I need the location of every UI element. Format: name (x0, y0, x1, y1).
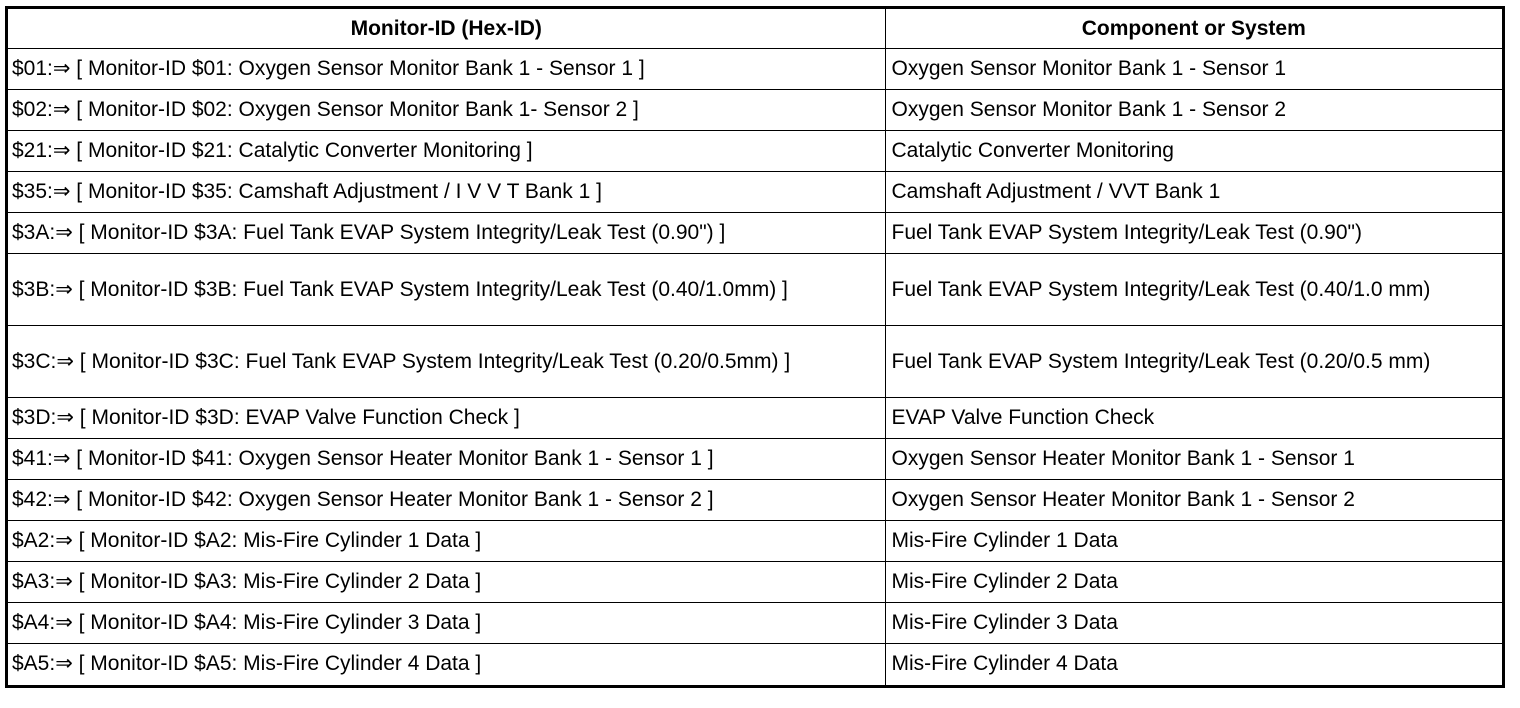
table-row (8, 90, 1502, 131)
monitor-id-cell: $A2:⇒ [ Monitor-ID $A2: Mis-Fire Cylinder 1 Data ] (8, 521, 885, 562)
table-header-row (8, 9, 1502, 49)
component-cell: Oxygen Sensor Monitor Bank 1 - Sensor 1 (891, 57, 1287, 80)
table-row (8, 480, 1502, 521)
component-cell: Fuel Tank EVAP System Integrity/Leak Test (0.90") (885, 213, 1502, 254)
monitor-id-cell: $3A:⇒ [ Monitor-ID $3A: Fuel Tank EVAP System Integrity/Leak Test (0.90") ] (8, 213, 885, 254)
table-row (8, 326, 1502, 398)
table-row (8, 439, 1502, 480)
table-row (8, 644, 1502, 685)
monitor-id-cell: $35:⇒ [ Monitor-ID $35: Camshaft Adjustment / I V V T Bank 1 ] (8, 172, 885, 213)
monitor-id-table (8, 9, 1502, 685)
table-row (8, 254, 1502, 326)
monitor-id-cell: $42:⇒ [ Monitor-ID $42: Oxygen Sensor Heater Monitor Bank 1 - Sensor 2 ] (8, 480, 885, 521)
monitor-id-table-frame (5, 6, 1505, 688)
table-row (8, 521, 1502, 562)
component-cell: Mis-Fire Cylinder 1 Data (885, 521, 1502, 562)
table-row (8, 49, 1502, 90)
header-component: Component or System (885, 9, 1502, 49)
table-row (8, 603, 1502, 644)
monitor-id-cell: $A3:⇒ [ Monitor-ID $A3: Mis-Fire Cylinder 2 Data ] (8, 562, 885, 603)
header-monitor-id: Monitor-ID (Hex-ID) (8, 9, 885, 49)
component-cell: Mis-Fire Cylinder 3 Data (885, 603, 1502, 644)
component-cell: Mis-Fire Cylinder 4 Data (885, 644, 1502, 685)
component-cell: EVAP Valve Function Check (885, 398, 1502, 439)
monitor-id-cell: $3C:⇒ [ Monitor-ID $3C: Fuel Tank EVAP System Integrity/Leak Test (0.20/0.5mm) ] (8, 326, 885, 398)
table-row (8, 398, 1502, 439)
component-cell: Mis-Fire Cylinder 2 Data (885, 562, 1502, 603)
component-cell: Oxygen Sensor Monitor Bank 1 - Sensor 2 (885, 90, 1502, 131)
component-cell: Oxygen Sensor Heater Monitor Bank 1 - Sensor 1 (885, 439, 1502, 480)
table-row (8, 172, 1502, 213)
monitor-id-cell: $02:⇒ [ Monitor-ID $02: Oxygen Sensor Monitor Bank 1- Sensor 2 ] (8, 90, 885, 131)
component-cell: Oxygen Sensor Heater Monitor Bank 1 - Sensor 2 (885, 480, 1502, 521)
monitor-id-cell: $01:⇒ [ Monitor-ID $01: Oxygen Sensor Monitor Bank 1 - Sensor 1 ] (8, 49, 885, 90)
component-cell: Camshaft Adjustment / VVT Bank 1 (885, 172, 1502, 213)
monitor-id-cell: $A4:⇒ [ Monitor-ID $A4: Mis-Fire Cylinder 3 Data ] (8, 603, 885, 644)
table-row (8, 131, 1502, 172)
monitor-id-cell: $21:⇒ [ Monitor-ID $21: Catalytic Converter Monitoring ] (8, 131, 885, 172)
component-cell: Fuel Tank EVAP System Integrity/Leak Test (0.20/0.5 mm) (885, 326, 1502, 398)
component-cell: Fuel Tank EVAP System Integrity/Leak Test (0.40/1.0 mm) (885, 254, 1502, 326)
monitor-id-cell: $3B:⇒ [ Monitor-ID $3B: Fuel Tank EVAP System Integrity/Leak Test (0.40/1.0mm) ] (8, 254, 885, 326)
monitor-id-cell: $A5:⇒ [ Monitor-ID $A5: Mis-Fire Cylinder 4 Data ] (8, 644, 885, 685)
table-row (8, 562, 1502, 603)
component-cell: Catalytic Converter Monitoring (885, 131, 1502, 172)
table-row (8, 213, 1502, 254)
monitor-id-cell: $41:⇒ [ Monitor-ID $41: Oxygen Sensor Heater Monitor Bank 1 - Sensor 1 ] (8, 439, 885, 480)
monitor-id-cell: $3D:⇒ [ Monitor-ID $3D: EVAP Valve Function Check ] (8, 398, 885, 439)
